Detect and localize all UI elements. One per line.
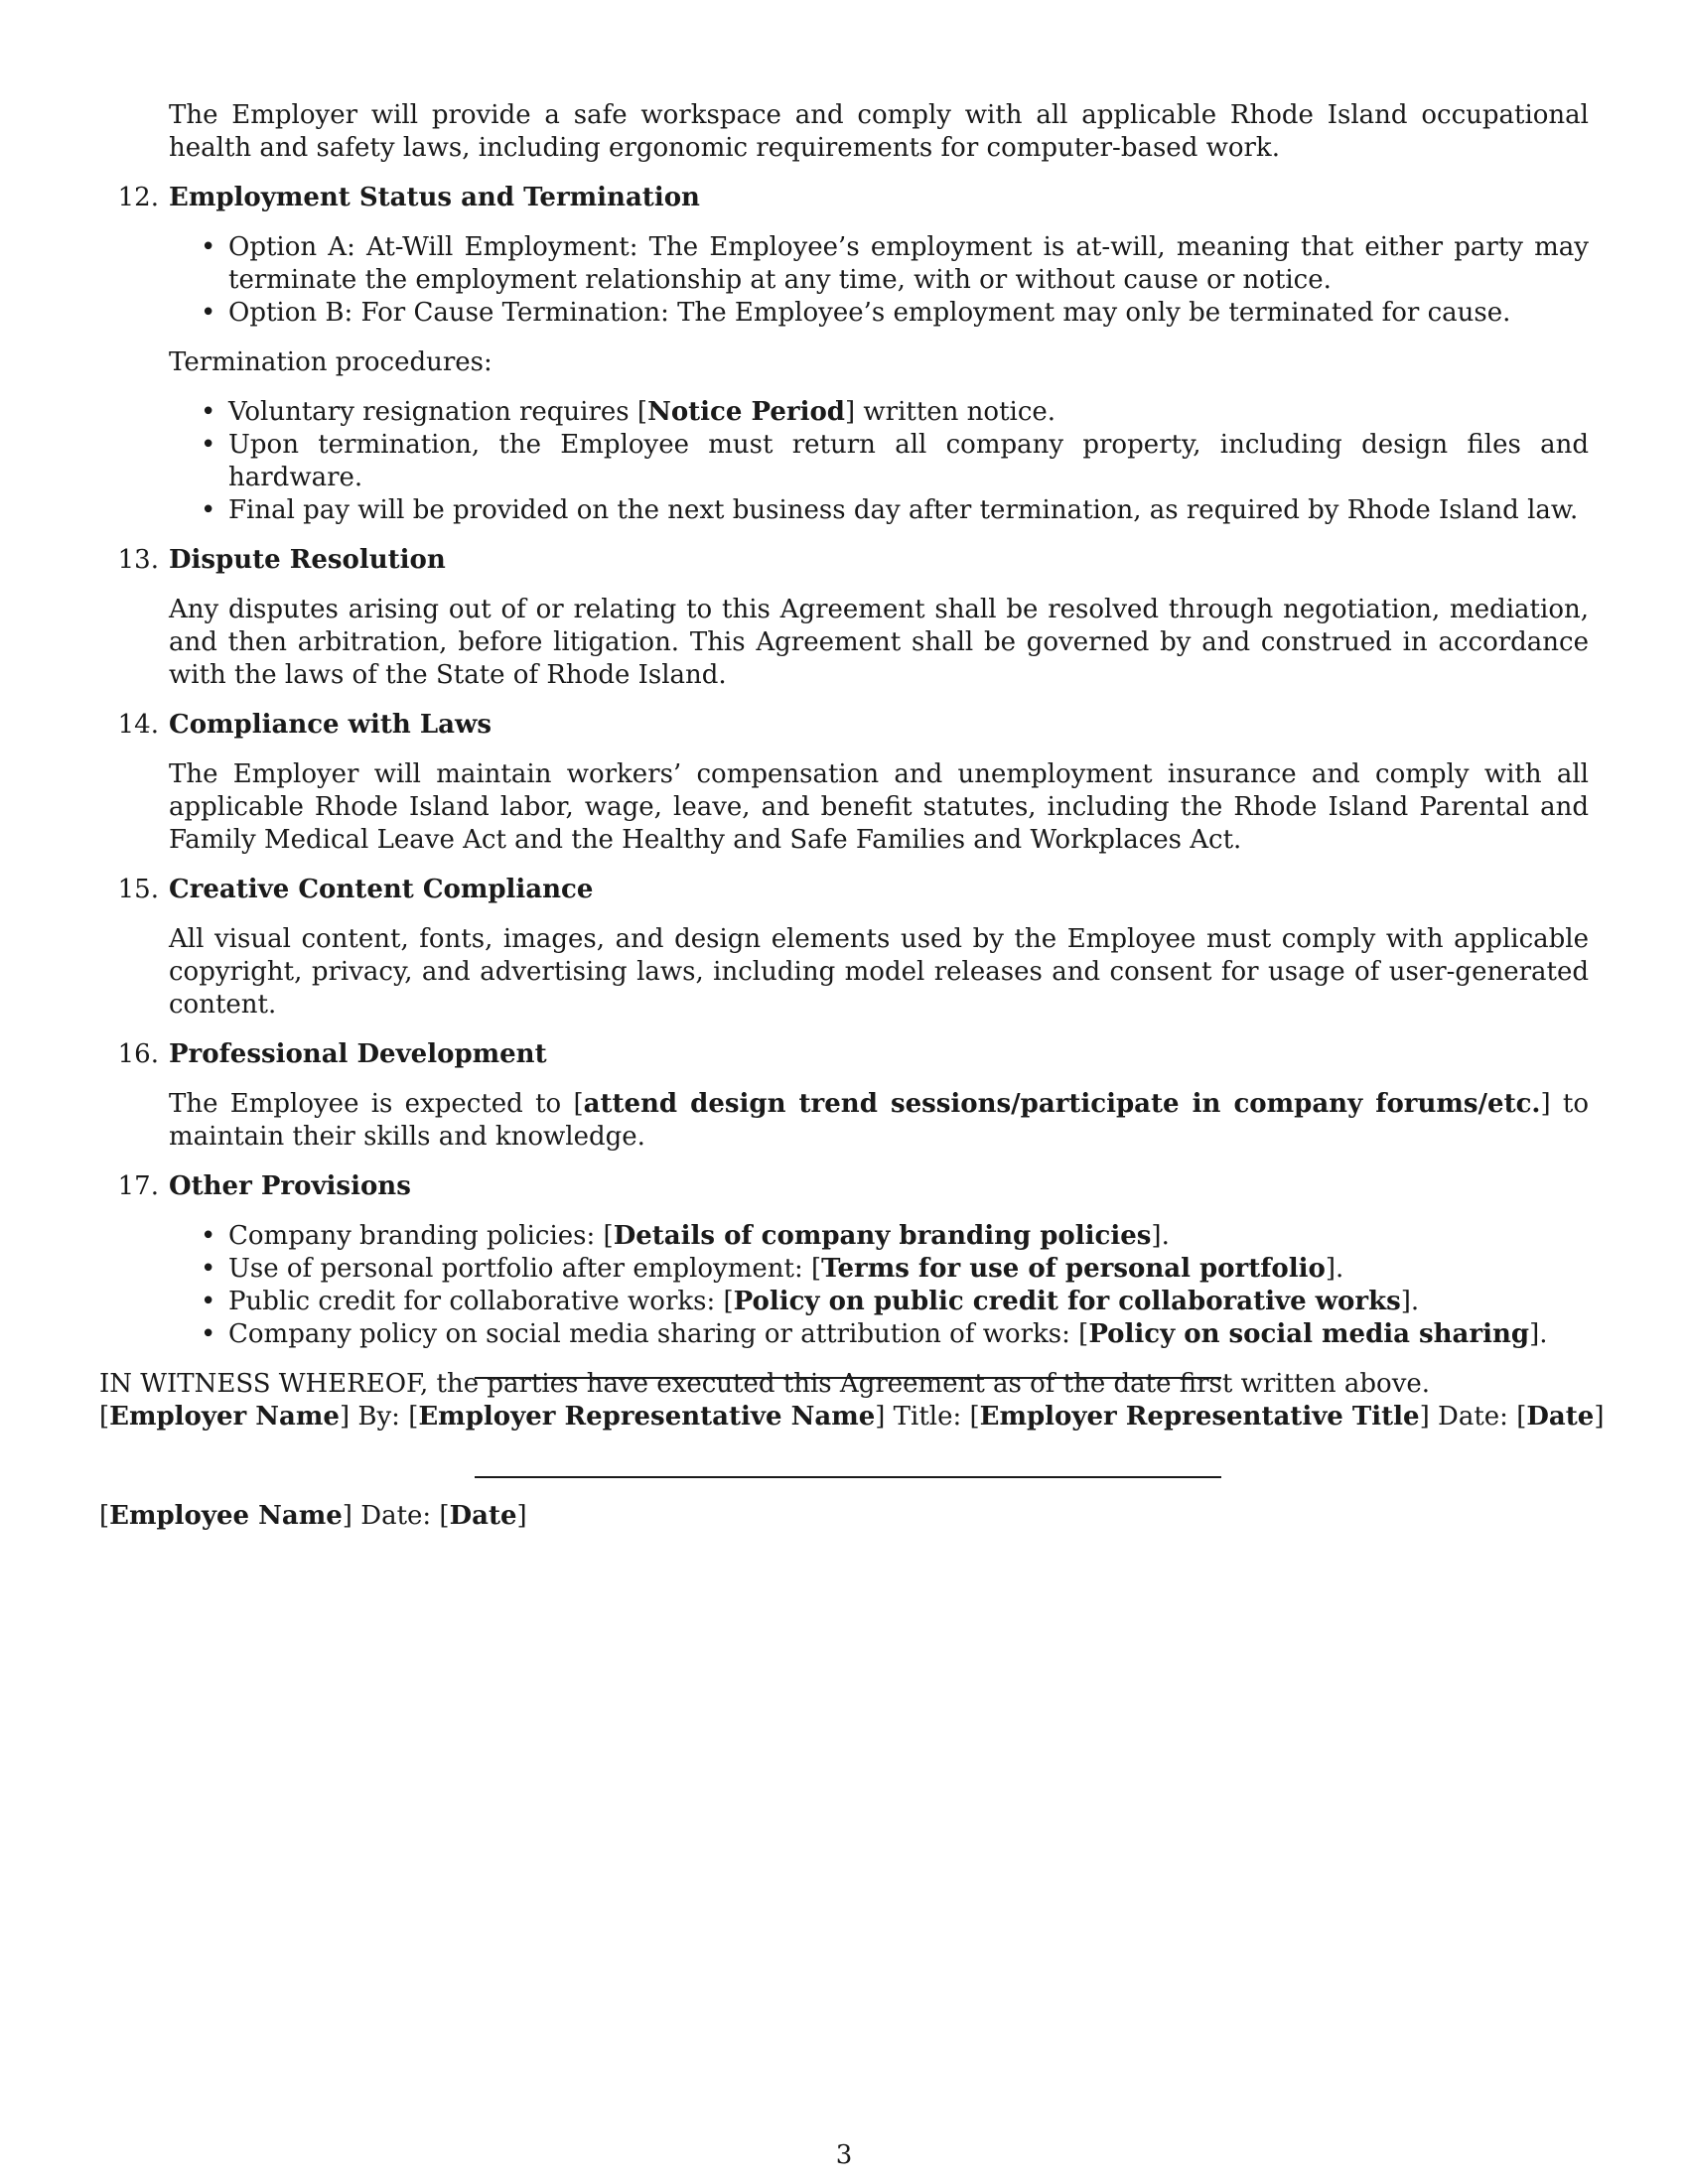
placeholder-field: Policy on social media sharing bbox=[1088, 1319, 1530, 1349]
section-number: 12. bbox=[117, 183, 159, 212]
placeholder-field: Details of company branding policies bbox=[613, 1221, 1152, 1251]
section-16-heading bbox=[99, 1038, 1589, 1071]
employee-date-field: Date bbox=[449, 1501, 517, 1531]
employee-name-field: Employee Name bbox=[109, 1501, 343, 1531]
employment-options-list bbox=[169, 231, 1589, 330]
placeholder-field: attend design trend sessions/participate in company forums/etc. bbox=[583, 1089, 1541, 1119]
employer-signature-block: [Employer Name] By: [Employer Representative Name] Title: [Employer Representative Title] Date: [Date] bbox=[99, 1402, 1605, 1432]
section-title: Dispute Resolution bbox=[169, 545, 446, 575]
termination-procedures-label: Termination procedures: bbox=[169, 347, 492, 377]
list-item: • Voluntary resignation requires [Notice Period] written notice. bbox=[228, 396, 1589, 429]
other-provisions-list bbox=[169, 1220, 1589, 1351]
section-title: Employment Status and Termination bbox=[169, 183, 700, 212]
section-body: Any disputes arising out of or relating to this Agreement shall be resolved through negotiation, mediation, and then arbitration, before litigation. This Agreement shall be governed by and construed in accordance with the laws of the State of Rhode Island. bbox=[169, 595, 1589, 690]
section-13 bbox=[99, 544, 1589, 692]
section-title: Creative Content Compliance bbox=[169, 875, 594, 904]
section-title: Other Provisions bbox=[169, 1171, 411, 1201]
section-number: 16. bbox=[117, 1039, 159, 1069]
employer-rep-name-field: Employer Representative Name bbox=[418, 1402, 876, 1432]
list-item: • Public credit for collaborative works: [Policy on public credit for collaborative works]. bbox=[228, 1286, 1589, 1318]
witness-statement: IN WITNESS WHEREOF, the parties have executed this Agreement as of the date first written above. bbox=[99, 1369, 1431, 1399]
safety-paragraph: The Employer will provide a safe workspace and comply with all applicable Rhode Island occupational health and safety laws, including ergonomic requirements for computer-based work. bbox=[169, 100, 1589, 163]
section-14 bbox=[99, 709, 1589, 857]
section-17 bbox=[99, 1170, 1589, 1351]
section-13-heading bbox=[99, 544, 1589, 577]
placeholder-field: Policy on public credit for collaborative works bbox=[733, 1287, 1401, 1316]
section-12 bbox=[99, 182, 1589, 527]
termination-procedures-list bbox=[169, 396, 1589, 527]
section-12-heading bbox=[99, 182, 1589, 214]
section-number: 13. bbox=[117, 545, 159, 575]
section-16 bbox=[99, 1038, 1589, 1154]
list-item: • Upon termination, the Employee must return all company property, including design files and hardware. bbox=[228, 429, 1589, 494]
section-14-heading bbox=[99, 709, 1589, 742]
list-item: • Option A: At-Will Employment: The Employee’s employment is at-will, meaning that either party may terminate the employment relationship at any time, with or without cause or notice. bbox=[228, 231, 1589, 297]
page-number: 3 bbox=[835, 2140, 853, 2170]
section-body: The Employee is expected to [attend design trend sessions/participate in company forums/etc.] to maintain their skills and knowledge. bbox=[169, 1089, 1589, 1152]
employer-rep-title-field: Employer Representative Title bbox=[979, 1402, 1420, 1432]
employer-signature-line bbox=[475, 1377, 1221, 1379]
employee-signature-block: [Employee Name] Date: [Date] bbox=[99, 1501, 527, 1531]
section-title: Professional Development bbox=[169, 1039, 547, 1069]
section-17-heading bbox=[99, 1170, 1589, 1203]
list-item: • Final pay will be provided on the next business day after termination, as required by Rhode Island law. bbox=[228, 494, 1589, 527]
list-item: • Company policy on social media sharing or attribution of works: [Policy on social media sharing]. bbox=[228, 1318, 1589, 1351]
list-item: • Option B: For Cause Termination: The Employee’s employment may only be terminated for cause. bbox=[228, 297, 1589, 330]
employer-name-field: Employer Name bbox=[109, 1402, 340, 1432]
employer-date-field: Date bbox=[1526, 1402, 1595, 1432]
section-number: 14. bbox=[117, 710, 159, 740]
placeholder-field: Notice Period bbox=[647, 397, 845, 427]
employee-signature-line bbox=[475, 1476, 1221, 1478]
list-item: • Company branding policies: [Details of company branding policies]. bbox=[228, 1220, 1589, 1253]
section-number: 17. bbox=[117, 1171, 159, 1201]
section-body: The Employer will maintain workers’ compensation and unemployment insurance and comply with all applicable Rhode Island labor, wage, leave, and benefit statutes, including the Rhode Island Parental and Family Medical Leave Act and the Healthy and Safe Families and Workplaces Act. bbox=[169, 759, 1589, 855]
section-body: All visual content, fonts, images, and design elements used by the Employee must comply with applicable copyright, privacy, and advertising laws, including model releases and consent for usage of user-generated content. bbox=[169, 924, 1589, 1020]
section-title: Compliance with Laws bbox=[169, 710, 492, 740]
section-number: 15. bbox=[117, 875, 159, 904]
list-item: • Use of personal portfolio after employment: [Terms for use of personal portfolio]. bbox=[228, 1253, 1589, 1286]
document-page bbox=[99, 99, 1589, 1401]
placeholder-field: Terms for use of personal portfolio bbox=[821, 1254, 1326, 1284]
section-15 bbox=[99, 874, 1589, 1022]
section-15-heading bbox=[99, 874, 1589, 906]
